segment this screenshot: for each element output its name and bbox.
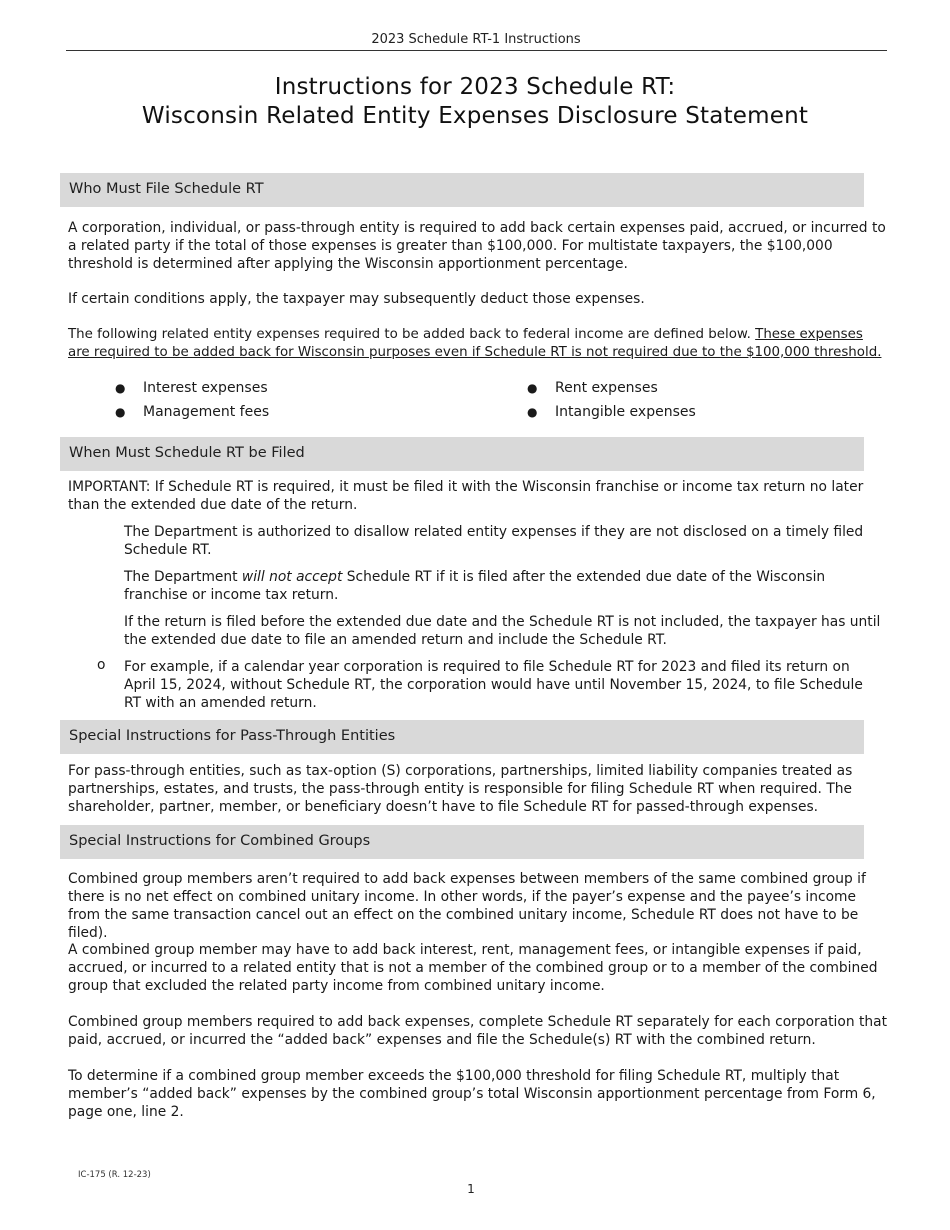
list-item-interest: Interest expenses	[143, 380, 268, 396]
bullet-marker: ●	[527, 381, 538, 395]
when-indented-paragraph-2-text-end: Schedule RT if it is filed after the extended due date of the Wisconsin franchise or income tax return.	[124, 569, 826, 603]
when-indented-paragraph-2-text: The Department	[124, 569, 242, 585]
page-title-line-2: Wisconsin Related Entity Expenses Disclosure Statement	[141, 103, 809, 129]
sub-bullet-marker: o	[97, 657, 106, 673]
when-indented-paragraph-3: If the return is filed before the extended due date and the Schedule RT is not included, the taxpayer has until the extended due date to file an amended return and include the Schedule RT.	[124, 614, 881, 648]
section-heading-pass-through	[60, 720, 864, 754]
emphasis-will-not-accept: will not accept	[241, 569, 343, 585]
bullet-marker: ●	[115, 405, 126, 419]
who-paragraph-3-text: The following related entity expenses required to be added back to federal income are defined below.	[68, 327, 756, 342]
when-example-paragraph: For example, if a calendar year corporation is required to file Schedule RT for 2023 and filed its return on April 15, 2024, without Schedule RT, the corporation would have until November 15, 2024, to file Schedule RT with an amended return.	[124, 659, 863, 711]
combined-paragraph-3: Combined group members required to add back expenses, complete Schedule RT separately for each corporation that paid, accrued, or incurred the “added back” expenses and file the Schedule(s) RT with the combined return.	[68, 1014, 887, 1048]
list-item-management: Management fees	[143, 404, 270, 420]
section-heading-text: Special Instructions for Combined Groups	[69, 833, 371, 849]
list-item-intangible: Intangible expenses	[555, 404, 696, 420]
page-number: 1	[467, 1182, 475, 1196]
running-header: 2023 Schedule RT-1 Instructions	[371, 32, 581, 47]
who-paragraph-2: If certain conditions apply, the taxpayer may subsequently deduct those expenses.	[68, 291, 645, 307]
who-paragraph-1: A corporation, individual, or pass-through entity is required to add back certain expenses paid, accrued, or incurred to a related party if the total of those expenses is greater than $100,000. For multistate taxpayers, the $100,000 threshold is determined after applying the Wisconsin apportionment percentage.	[68, 220, 886, 272]
section-heading-when-filed	[60, 437, 864, 471]
who-paragraph-3	[68, 326, 888, 362]
bullet-marker: ●	[115, 381, 126, 395]
page-title-line-1: Instructions for 2023 Schedule RT:	[274, 74, 676, 100]
combined-paragraph-2: A combined group member may have to add back interest, rent, management fees, or intangible expenses if paid, accrued, or incurred to a related entity that is not a member of the combined group or to a member of the combined group that excluded the related party income from combined unitary income.	[68, 942, 878, 994]
section-heading-text: Who Must File Schedule RT	[69, 181, 264, 197]
header-divider	[66, 50, 887, 51]
section-heading-text: When Must Schedule RT be Filed	[69, 445, 305, 461]
bullet-marker: ●	[527, 405, 538, 419]
when-indented-paragraph-2	[124, 568, 884, 604]
who-paragraph-3-underlined: These expenses are required to be added back for Wisconsin purposes even if Schedule RT is not required due to the $100,000 threshold.	[68, 327, 882, 360]
combined-paragraph-4: To determine if a combined group member exceeds the $100,000 threshold for filing Schedule RT, multiply that member’s “added back” expenses by the combined group’s total Wisconsin apportionment percentage from Form 6, page one, line 2.	[68, 1068, 876, 1120]
form-code: IC-175 (R. 12-23)	[78, 1170, 151, 1180]
combined-paragraph-1: Combined group members aren’t required to add back expenses between members of the same combined group if there is no net effect on combined unitary income. In other words, if the payer’s expense and the payee’s income from the same transaction cancel out an effect on the combined unitary income, Schedule RT does not have to be filed).	[68, 871, 866, 941]
when-important-paragraph: IMPORTANT: If Schedule RT is required, it must be filed it with the Wisconsin franchise or income tax return no later than the extended due date of the return.	[68, 479, 864, 513]
pass-through-paragraph: For pass-through entities, such as tax-option (S) corporations, partnerships, limited liability companies treated as partnerships, estates, and trusts, the pass-through entity is responsible for filing Schedule RT when required. The shareholder, partner, member, or beneficiary doesn’t have to file Schedule RT for passed-through expenses.	[68, 763, 853, 815]
section-heading-combined-groups	[60, 825, 864, 859]
section-heading-text: Special Instructions for Pass-Through Entities	[69, 728, 396, 744]
section-heading-who-must-file	[60, 173, 864, 207]
when-indented-paragraph-1: The Department is authorized to disallow related entity expenses if they are not disclosed on a timely filed Schedule RT.	[124, 524, 864, 558]
list-item-rent: Rent expenses	[555, 380, 658, 396]
